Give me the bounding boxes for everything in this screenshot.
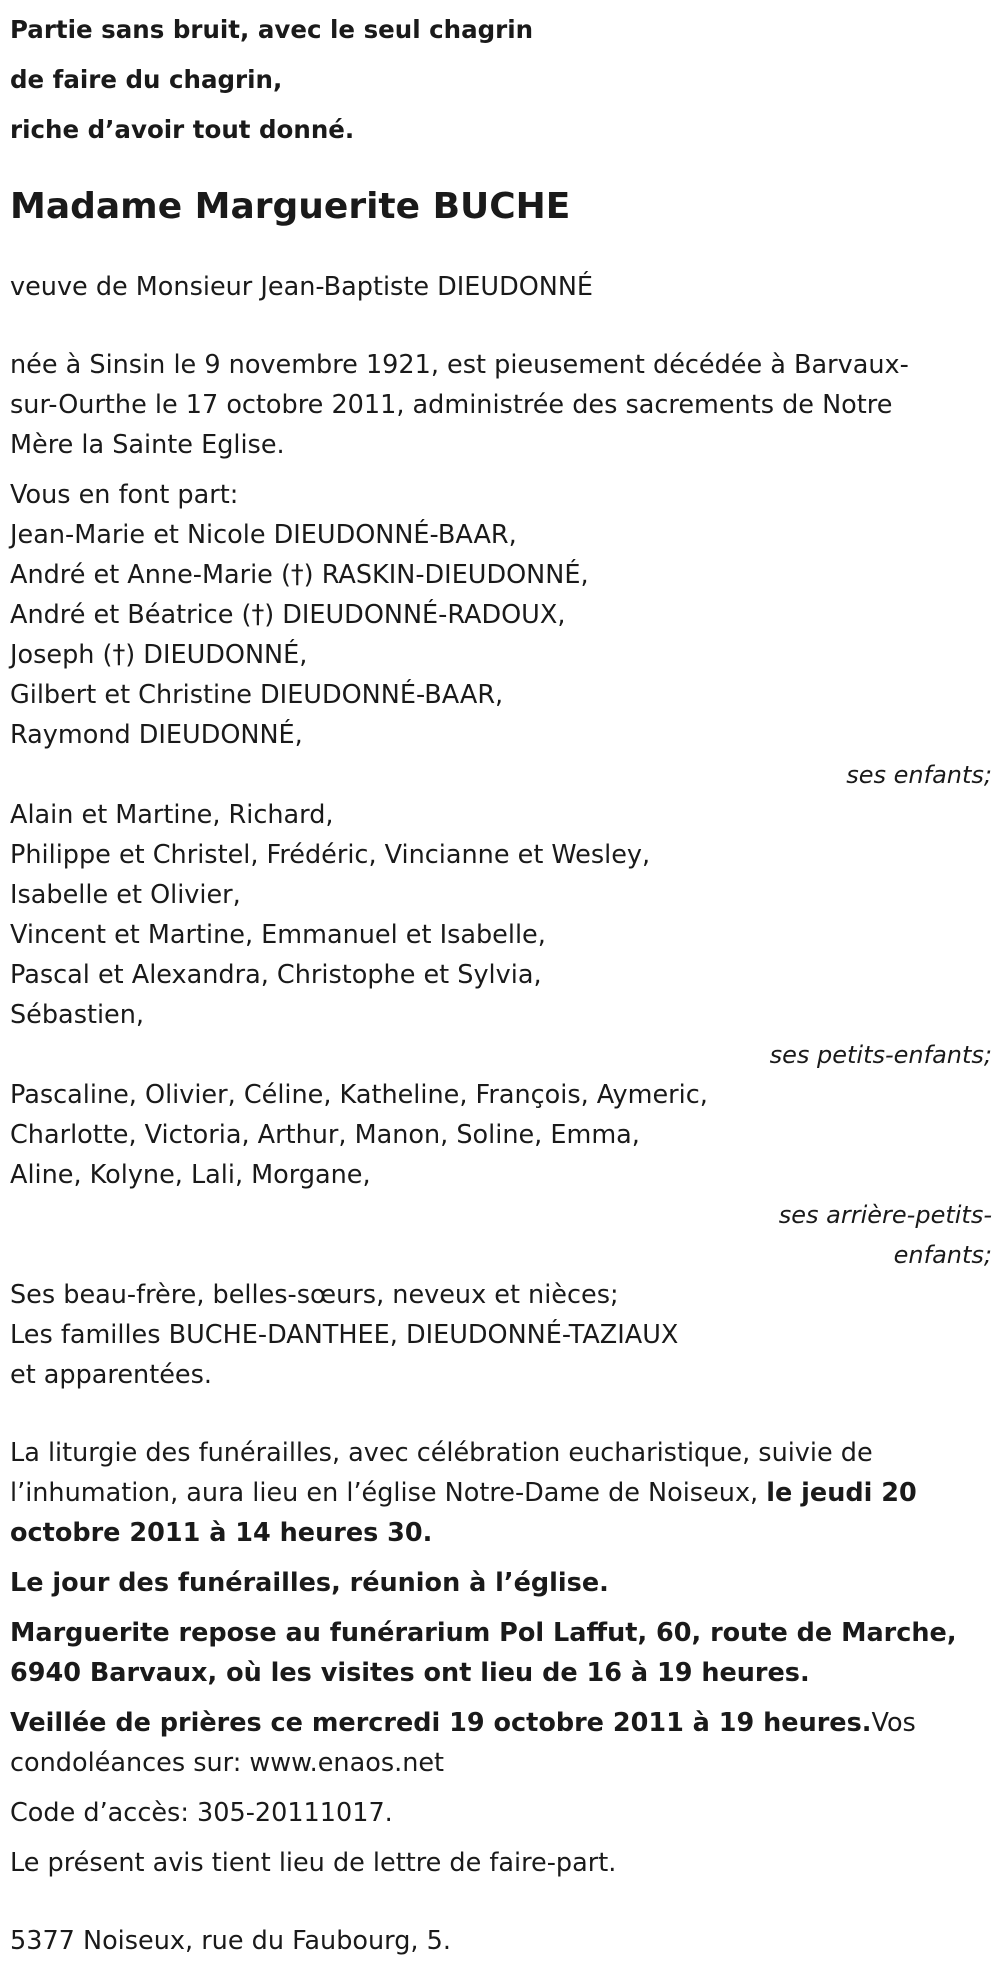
vigil-line: [10, 1703, 992, 1743]
epigraph-line: de faire du chagrin,: [10, 65, 283, 94]
funeral-line: [10, 1473, 992, 1513]
list-item: Gilbert et Christine DIEUDONNÉ-BAAR,: [10, 680, 504, 710]
list-item: Jean-Marie et Nicole DIEUDONNÉ-BAAR,: [10, 520, 517, 550]
announce-intro: Vous en font part:: [10, 480, 239, 510]
funerarium-line: 6940 Barvaux, où les visites ont lieu de 16 à 19 heures.: [10, 1658, 810, 1688]
funeral-place: l’inhumation, aura lieu en l’église Notre-Dame de Noiseux,: [10, 1478, 759, 1508]
list-item: André et Anne-Marie (†) RASKIN-DIEUDONNÉ,: [10, 560, 589, 590]
great-grandchildren-label-line: ses arrière-petits-: [778, 1201, 992, 1229]
meeting-note: Le jour des funérailles, réunion à l’église.: [10, 1568, 609, 1598]
access-code: Code d’accès: 305-20111017.: [10, 1798, 393, 1828]
list-item: Sébastien,: [10, 1000, 145, 1030]
epigraph-line: Partie sans bruit, avec le seul chagrin: [10, 15, 534, 44]
widow-of: veuve de Monsieur Jean-Baptiste DIEUDONNÉ: [10, 272, 594, 302]
notice-statement: Le présent avis tient lieu de lettre de faire-part.: [10, 1848, 617, 1878]
list-item: Vincent et Martine, Emmanuel et Isabelle,: [10, 920, 546, 950]
funeral-time: octobre 2011 à 14 heures 30.: [10, 1518, 433, 1548]
list-item: Aline, Kolyne, Lali, Morgane,: [10, 1160, 371, 1190]
vigil-info: Veillée de prières ce mercredi 19 octobre 2011 à 19 heures.: [10, 1708, 872, 1738]
family-line: Les familles BUCHE-DANTHEE, DIEUDONNÉ-TAZIAUX: [10, 1320, 679, 1350]
list-item: Pascaline, Olivier, Céline, Katheline, François, Aymeric,: [10, 1080, 708, 1110]
vigil-tail: Vos: [871, 1708, 916, 1738]
funerarium-line: Marguerite repose au funérarium Pol Laffut, 60, route de Marche,: [10, 1618, 957, 1648]
list-item: Pascal et Alexandra, Christophe et Sylvia,: [10, 960, 542, 990]
list-item: Raymond DIEUDONNÉ,: [10, 720, 303, 750]
list-item: Charlotte, Victoria, Arthur, Manon, Soline, Emma,: [10, 1120, 640, 1150]
great-grandchildren-list: [10, 1075, 992, 1195]
list-item: Joseph (†) DIEUDONNÉ,: [10, 640, 308, 670]
list-item: Philippe et Christel, Frédéric, Vincianne et Wesley,: [10, 840, 651, 870]
list-item: Isabelle et Olivier,: [10, 880, 241, 910]
deceased-name: Madame Marguerite BUCHE: [10, 186, 571, 227]
epigraph-line: riche d’avoir tout donné.: [10, 115, 355, 144]
family-line: Ses beau-frère, belles-sœurs, neveux et nièces;: [10, 1280, 619, 1310]
birth-death-paragraph: [10, 345, 992, 465]
funeral-paragraph: [10, 1433, 992, 1553]
extended-family: [10, 1275, 992, 1395]
epigraph: [10, 5, 992, 155]
list-item: Alain et Martine, Richard,: [10, 800, 334, 830]
grandchildren-label: ses petits-enfants;: [769, 1041, 992, 1069]
great-grandchildren-label-line: enfants;: [893, 1241, 992, 1269]
condolences-line: condoléances sur: www.enaos.net: [10, 1748, 445, 1778]
birth-death-line: sur-Ourthe le 17 octobre 2011, administrée des sacrements de Notre: [10, 390, 893, 420]
children-label: ses enfants;: [846, 761, 992, 789]
grandchildren-list: [10, 795, 992, 1035]
birth-death-line: née à Sinsin le 9 novembre 1921, est pieusement décédée à Barvaux-: [10, 350, 909, 380]
vigil-paragraph: [10, 1703, 992, 1783]
great-grandchildren-label: [772, 1195, 992, 1275]
death-notice: [10, 0, 992, 1961]
funeral-line: La liturgie des funérailles, avec célébration eucharistique, suivie de: [10, 1438, 873, 1468]
children-list: [10, 515, 992, 755]
list-item: André et Béatrice (†) DIEUDONNÉ-RADOUX,: [10, 600, 566, 630]
birth-death-line: Mère la Sainte Eglise.: [10, 430, 285, 460]
funerarium-paragraph: [10, 1613, 992, 1693]
family-line: et apparentées.: [10, 1360, 212, 1390]
funeral-date: le jeudi 20: [766, 1478, 917, 1508]
address: 5377 Noiseux, rue du Faubourg, 5.: [10, 1926, 451, 1956]
